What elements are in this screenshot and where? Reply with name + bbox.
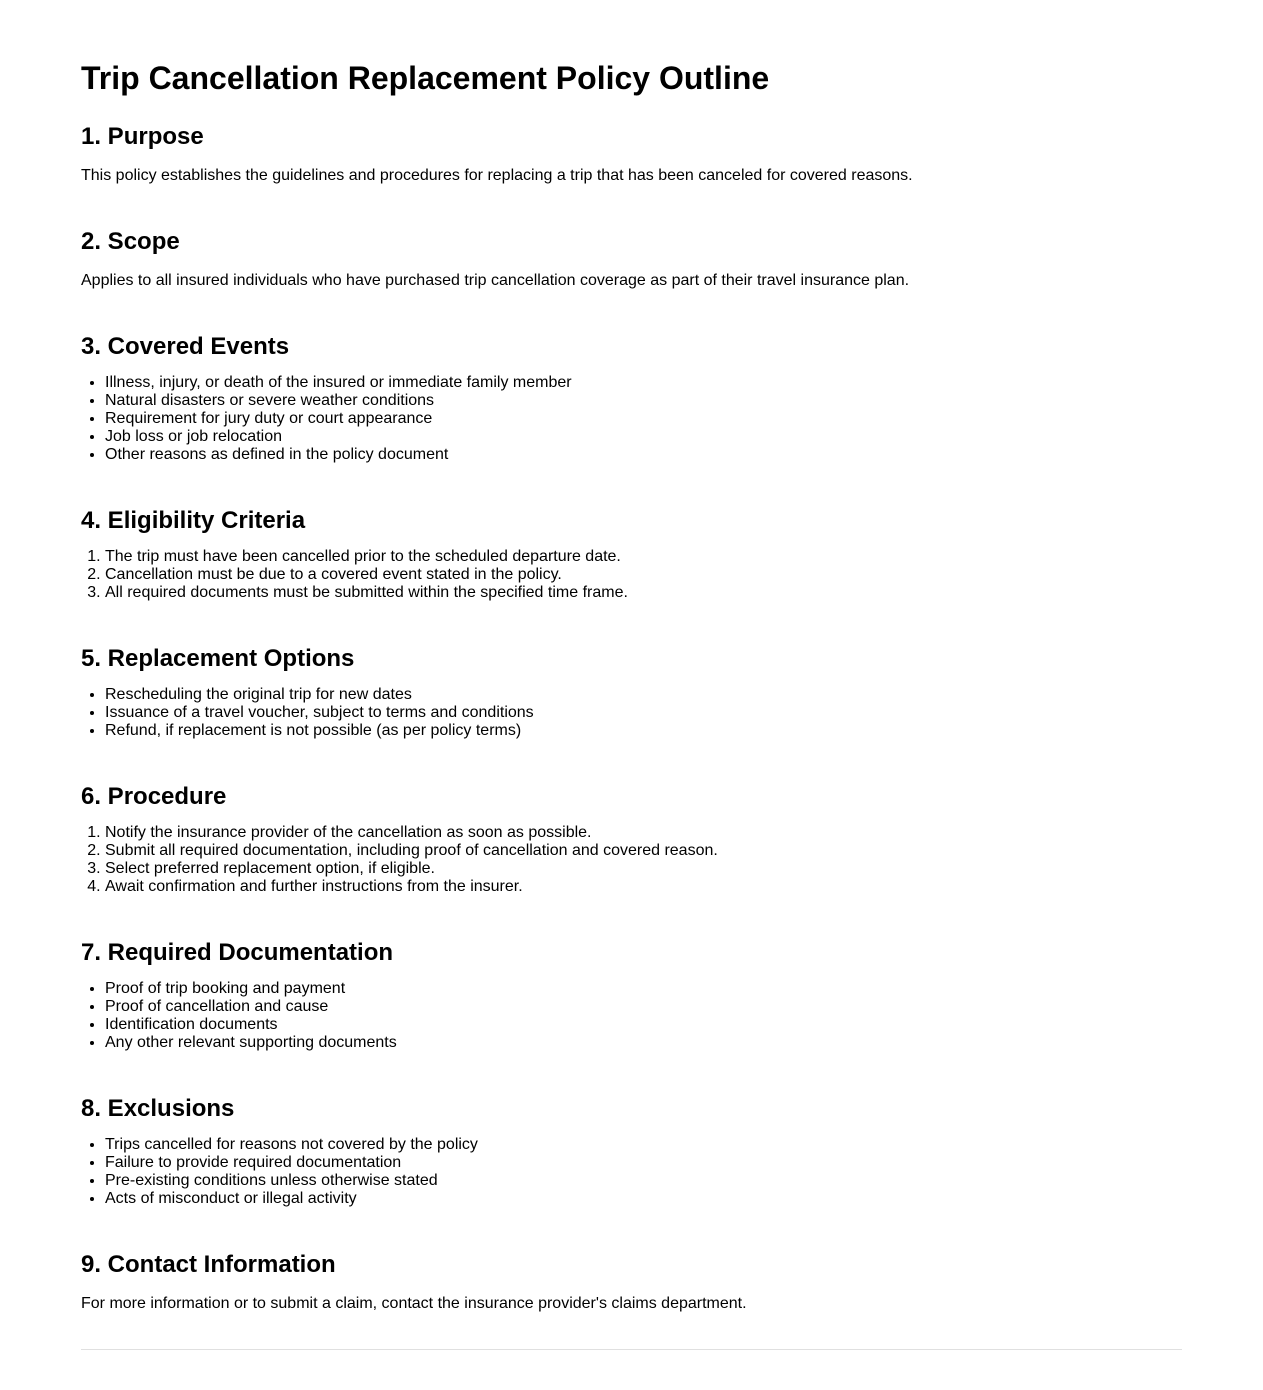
list-item: • Other reasons as defined in the policy document (105, 446, 1182, 464)
list-item: • Issuance of a travel voucher, subject to terms and conditions (105, 704, 1182, 722)
list-item: • Requirement for jury duty or court appearance (105, 410, 1182, 428)
section-exclusions (81, 1094, 1182, 1208)
section-heading: 1. Purpose (81, 123, 204, 150)
section-heading: 6. Procedure (81, 783, 227, 810)
list-item: • Proof of cancellation and cause (105, 998, 1182, 1016)
section-heading: 9. Contact Information (81, 1251, 336, 1278)
list-item: 4. Await confirmation and further instructions from the insurer. (105, 878, 1182, 896)
section-purpose (81, 122, 1182, 185)
bullet-list (81, 1136, 1182, 1208)
section-heading: 3. Covered Events (81, 333, 290, 360)
list-item: • Identification documents (105, 1016, 1182, 1034)
section-contact-information (81, 1250, 1182, 1313)
section-text: Applies to all insured individuals who have purchased trip cancellation coverage as part of their travel insurance plan. (81, 272, 910, 289)
section-covered-events (81, 332, 1182, 464)
section-heading: 8. Exclusions (81, 1095, 235, 1122)
section-text: This policy establishes the guidelines and procedures for replacing a trip that has been canceled for covered reasons. (81, 167, 913, 184)
list-item: 3. All required documents must be submitted within the specified time frame. (105, 584, 1182, 602)
numbered-list (81, 548, 1182, 602)
list-item: • Any other relevant supporting documents (105, 1034, 1182, 1052)
page-title: Trip Cancellation Replacement Policy Outline (81, 60, 770, 96)
list-item: 1. Notify the insurance provider of the cancellation as soon as possible. (105, 824, 1182, 842)
list-item: • Pre-existing conditions unless otherwise stated (105, 1172, 1182, 1190)
section-scope (81, 227, 1182, 290)
list-item: 1. The trip must have been cancelled prior to the scheduled departure date. (105, 548, 1182, 566)
section-heading: 5. Replacement Options (81, 645, 355, 672)
footer-divider (81, 1349, 1182, 1350)
list-item: • Rescheduling the original trip for new dates (105, 686, 1182, 704)
section-required-documentation (81, 938, 1182, 1052)
section-text: For more information or to submit a claim, contact the insurance provider's claims department. (81, 1295, 747, 1312)
section-eligibility-criteria (81, 506, 1182, 602)
numbered-list (81, 824, 1182, 896)
bullet-list (81, 374, 1182, 464)
section-procedure (81, 782, 1182, 896)
section-replacement-options (81, 644, 1182, 740)
bullet-list (81, 980, 1182, 1052)
list-item: • Natural disasters or severe weather conditions (105, 392, 1182, 410)
list-item: • Proof of trip booking and payment (105, 980, 1182, 998)
list-item: • Refund, if replacement is not possible (as per policy terms) (105, 722, 1182, 740)
list-item: 3. Select preferred replacement option, if eligible. (105, 860, 1182, 878)
list-item: • Acts of misconduct or illegal activity (105, 1190, 1182, 1208)
bullet-list (81, 686, 1182, 740)
section-heading: 4. Eligibility Criteria (81, 507, 306, 534)
list-item: • Job loss or job relocation (105, 428, 1182, 446)
list-item: 2. Submit all required documentation, including proof of cancellation and covered reason. (105, 842, 1182, 860)
list-item: • Failure to provide required documentation (105, 1154, 1182, 1172)
list-item: • Trips cancelled for reasons not covered by the policy (105, 1136, 1182, 1154)
list-item: • Illness, injury, or death of the insured or immediate family member (105, 374, 1182, 392)
section-heading: 7. Required Documentation (81, 939, 394, 966)
section-heading: 2. Scope (81, 228, 180, 255)
list-item: 2. Cancellation must be due to a covered event stated in the policy. (105, 566, 1182, 584)
